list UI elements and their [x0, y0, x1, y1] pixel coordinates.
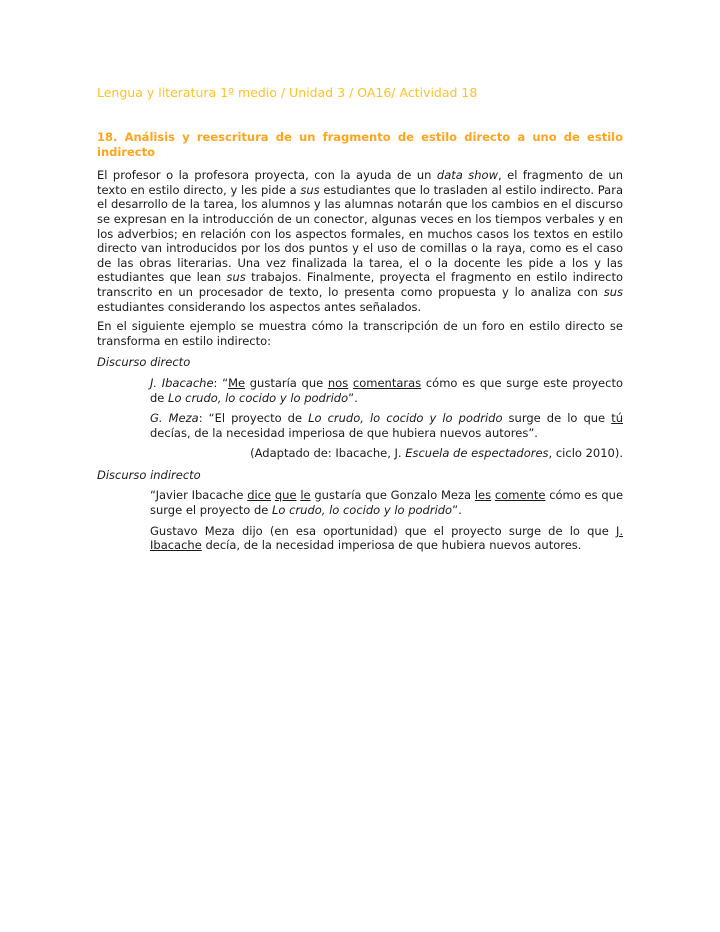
document-content	[97, 85, 623, 553]
direct-speech-quote-ibacache: J. Ibacache: “Me gustaría que nos comentaras cómo es que surge este proyecto de Lo crudo, lo cocido y lo podrido”.	[150, 375, 623, 405]
source-attribution: (Adaptado de: Ibacache, J. Escuela de espectadores, ciclo 2010).	[250, 446, 623, 461]
direct-speech-quote-meza: G. Meza: “El proyecto de Lo crudo, lo cocido y lo podrido surge de lo que tú decías, de la necesidad imperiosa de que hubiera nuevos autores”.	[150, 411, 623, 440]
activity-title: 18. Análisis y reescritura de un fragmento de estilo directo a uno de estilo indirecto	[97, 130, 623, 159]
indirect-speech-quote-ibacache: “Javier Ibacache dice que le gustaría que Gonzalo Meza les comente cómo es que surge el proyecto de Lo crudo, lo cocido y lo podrido”.	[150, 488, 624, 518]
indirect-speech-quote-meza: Gustavo Meza dijo (en esa oportunidad) que el proyecto surge de lo que J. Ibacache decía, de la necesidad imperiosa de que hubiera nuevos autores.	[150, 523, 623, 553]
direct-speech-label: Discurso directo	[97, 355, 191, 370]
intro-paragraph: El profesor o la profesora proyecta, con la ayuda de un data show, el fragmento de un texto en estilo directo, y les pide a sus estudiantes que lo trasladen al estilo indirecto. Para el desarrollo de la tarea, los alumnos y las alumnas notarán que los cambios en el discurso se expresan en la introducción de un conector, algunas veces en los tiempos verbales y en los adverbios; en relación con los aspectos formales, en muchos casos los textos en estilo directo van introducidos por los dos puntos y el uso de comillas o la raya, como es el caso de las obras literarias. Una vez finalizada la tarea, el o la docente les pide a los y las estudiantes que lean sus trabajos. Finalmente, proyecta el fragmento en estilo indirecto transcrito en un procesador de texto, lo presenta como propuesta y lo analiza con sus estudiantes considerando los aspectos antes señalados.	[97, 168, 624, 314]
indirect-speech-label: Discurso indirecto	[97, 467, 201, 482]
breadcrumb: Lengua y literatura 1º medio / Unidad 3 / OA16/ Actividad 18	[97, 85, 478, 100]
example-intro-paragraph: En el siguiente ejemplo se muestra cómo la transcripción de un foro en estilo directo se transforma en estilo indirecto:	[97, 319, 623, 348]
